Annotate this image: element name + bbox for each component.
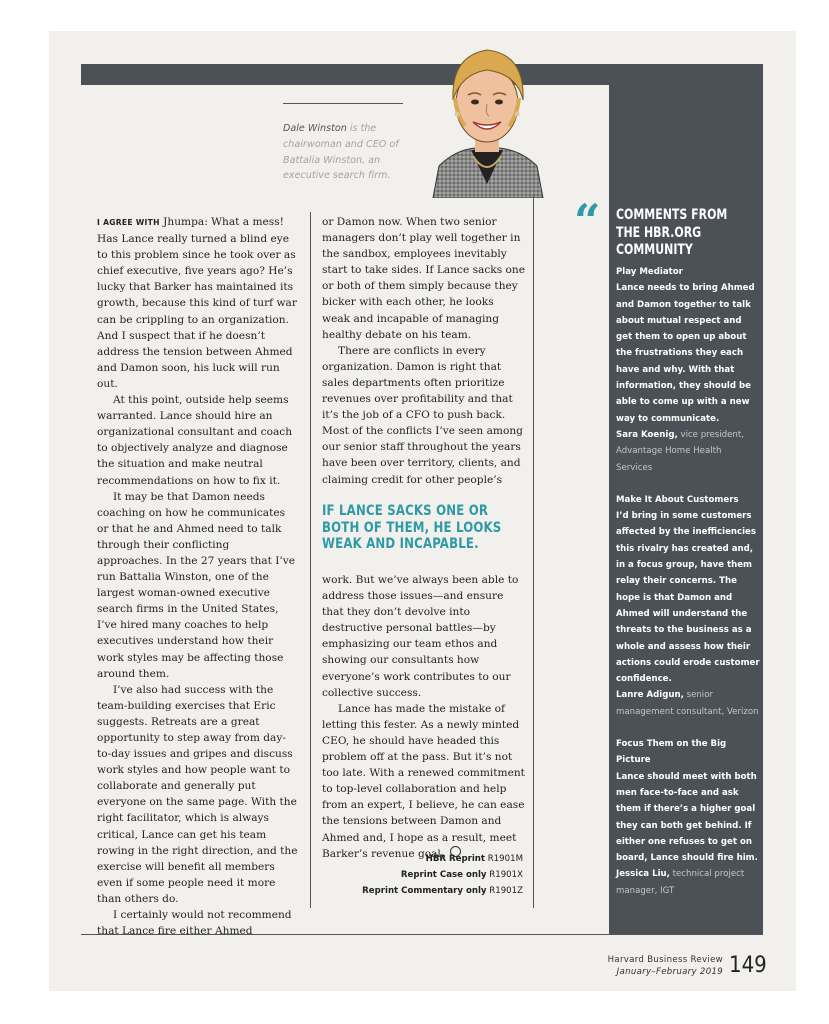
article-paragraph: I’ve also had success with the team-building exercises that Eric suggests. Retreats are a great opportunity to step away from day-to-day issues and gripes and discuss work styles and how people want to collaborate and generally put everyone on the same page. With the right facilitator, which is always critical, Lance can get his team rowing in the right direction, and the exercise will benefit all members even if some people need it more than others do. (97, 683, 298, 905)
article-paragraph: It may be that Damon needs coaching on how he communicates or that he and Ahmed need to talk through their conflicting approaches. In the 27 years that I’ve run Battalia Winston, one of the largest woman-owned executive search firms in the United States, I’ve hired many coaches to help executives understand how their work styles may be affecting those around them. (97, 490, 296, 680)
pull-quote: IF LANCE SACKS ONE OR BOTH OF THEM, HE LOOKS WEAK AND INCAPABLE. (322, 503, 502, 552)
comment-text: Lance should meet with both men face-to-face and ask them if there’s a higher goal they can both get behind. If either one refuses to get on board, Lance should fire him. (616, 771, 758, 864)
reprint-info (322, 851, 523, 900)
article-paragraph: At this point, outside help seems warranted. Lance should hire an organizational consultant and coach to objectively analyze and diagnose the situation and make neutral recommendations on how to fix it. (97, 394, 293, 487)
author-name: Dale Winston (283, 123, 347, 134)
comment-author: Lanre Adigun, senior management consultant, Verizon (616, 690, 759, 717)
page-number: 149 (729, 953, 767, 978)
author-bio (283, 121, 401, 184)
comment-text: Lance needs to bring Ahmed and Damon together to talk about mutual respect and get them to open up about the frustrations they each have and why. With that information, they should be able to come up with a new way to communicate. (616, 283, 755, 424)
column-rule-right (533, 196, 534, 908)
author-portrait-illustration (425, 38, 549, 198)
comment-author: Jessica Liu, technical project manager, IGT (616, 869, 745, 896)
magazine-name: Harvard Business Review (607, 955, 723, 965)
author-description: is the chairwoman and CEO of Battalia Winston, an executive search firm. (283, 123, 399, 182)
comment-item (616, 264, 760, 476)
column-rule-middle (310, 212, 311, 908)
article-column-1 (97, 214, 298, 939)
comment-heading: Make It About Customers (616, 494, 739, 505)
comment-heading: Focus Them on the Big Picture (616, 739, 727, 766)
comment-item (616, 736, 760, 899)
comment-item (616, 492, 760, 720)
reprint-line: Reprint Commentary only R1901Z (362, 886, 523, 897)
quote-mark-icon: “ (574, 194, 601, 248)
article-paragraph: I certainly would not recommend that Lance fire either Ahmed (97, 909, 292, 938)
article-paragraph: I AGREE WITH Jhumpa: What a mess! Has Lance really turned a blind eye to this problem since he took over as chief executive, five years ago? He’s lucky that Barker has maintained its growth, because this kind of turf war can be crippling to an organization. And I suspect that if he doesn’t address the tension between Ahmed and Damon soon, his luck will run out. (97, 216, 297, 390)
footer-publication (575, 954, 723, 978)
comment-author: Sara Koenig, vice president, Advantage Home Health Services (616, 429, 744, 473)
comments-title: COMMENTS FROM THE HBR.ORG COMMUNITY (616, 207, 728, 258)
article-paragraph: or Damon now. When two senior managers don’t play well together in the sandbox, employees inevitably start to take sides. If Lance sacks one or both of them simply because they bicker with each other, he looks weak and incapable of managing healthy debate on his team. (322, 216, 525, 341)
article-paragraph: There are conflicts in every organization. Damon is right that sales departments often prioritize revenues over profitability and that it’s the job of a CFO to push back. Most of the conflicts I’ve seen among our senior staff throughout the years have been over territory, clients, and claiming credit for other people’s (322, 344, 523, 486)
article-column-2-top (322, 214, 525, 488)
comments-list (616, 264, 760, 915)
lead-in-label: I AGREE WITH (97, 218, 160, 227)
reprint-line: HBR Reprint R1901M (425, 854, 523, 864)
article-paragraph: work. But we’ve always been able to address those issues—and ensure that they don’t devolve into destructive personal battles—by emphasizing our team ethos and showing our consultants how everyone’s work contributes to our collective success. (322, 574, 519, 699)
bio-rule (283, 103, 403, 104)
comment-heading: Play Mediator (616, 267, 683, 277)
issue-date: January–February 2019 (616, 967, 723, 977)
article-paragraph: Lance has made the mistake of letting this fester. As a newly minted CEO, he should have headed this problem off at the pass. But it’s not too late. With a renewed commitment to top-level collaboration and help from an expert, I believe, he can ease the tensions between Damon and Ahmed and, I hope as a result, meet Barker’s revenue goal. (322, 702, 525, 860)
article-column-2-bottom (322, 572, 525, 862)
comment-text: I’d bring in some customers affected by the inefficiencies this rivalry has created and, in a focus group, have them relay their concerns. The hope is that Damon and Ahmed will understand the threats to the business as a whole and assess how their actions could erode customer confidence. (616, 511, 760, 685)
reprint-line: Reprint Case only R1901X (400, 870, 523, 881)
